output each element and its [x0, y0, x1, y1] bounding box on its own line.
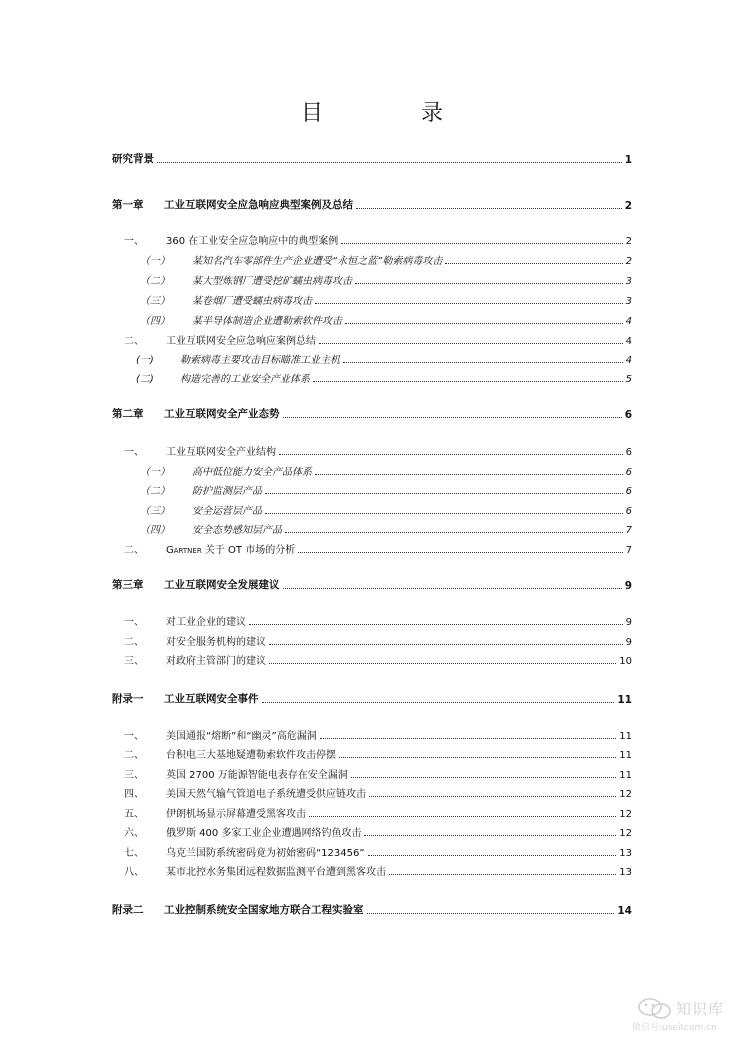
- page-title: 目 录: [300, 101, 481, 126]
- watermark: [632, 996, 740, 1036]
- toc-entry-page: 7: [625, 545, 632, 556]
- toc-entry-number: 三、: [124, 656, 144, 667]
- toc-entry-title: 工业互联网安全产业态势: [164, 408, 280, 420]
- toc-entry-number: 二、: [124, 750, 144, 761]
- dot-leader: [279, 454, 623, 455]
- dot-leader: [320, 738, 617, 739]
- toc-entry-title: 安全运营层产品: [192, 506, 262, 517]
- toc-entry-number: 一、: [124, 731, 144, 742]
- toc-entry[interactable]: [124, 765, 632, 781]
- toc-entry-page: 10: [619, 656, 632, 667]
- dot-leader: [265, 493, 623, 494]
- toc-entry[interactable]: [124, 540, 632, 556]
- toc-entry-title: 英国 2700 万能源智能电表存在安全漏洞: [166, 770, 348, 781]
- toc-entry-number: 第一章: [112, 199, 144, 211]
- toc-entry-page: 4: [625, 355, 632, 366]
- toc-entry-title: 伊朗机场显示屏幕遭受黑客攻击: [166, 809, 306, 820]
- toc-entry[interactable]: [124, 726, 632, 742]
- toc-entry-title: 高中低位能力安全产品体系: [192, 467, 312, 478]
- toc-entry-number: 四、: [124, 789, 144, 800]
- toc-entry[interactable]: [124, 651, 632, 667]
- toc-entry[interactable]: [140, 311, 632, 327]
- dot-leader: [249, 624, 623, 625]
- toc-entry-title: 某卷烟厂遭受蠕虫病毒攻击: [192, 296, 312, 307]
- toc-entry[interactable]: [112, 150, 632, 166]
- toc-entry-number: 一、: [124, 447, 144, 458]
- toc-entry-page: 12: [619, 789, 632, 800]
- toc-entry[interactable]: [112, 576, 632, 592]
- toc-entry-title: 防护监测层产品: [192, 486, 262, 497]
- toc-entry-page: 9: [625, 617, 632, 628]
- toc-entry-page: 11: [617, 694, 632, 706]
- toc-entry-title: 乌克兰国防系统密码竟为初始密码“123456”: [166, 848, 365, 859]
- dot-leader: [445, 263, 622, 264]
- toc-entry[interactable]: [124, 632, 632, 648]
- toc-entry[interactable]: [124, 823, 632, 839]
- toc-entry[interactable]: [124, 442, 632, 458]
- dot-leader: [339, 757, 616, 758]
- toc-entry-page: 12: [619, 828, 632, 839]
- toc-entry-page: 4: [625, 336, 632, 347]
- toc-entry-number: 二、: [124, 637, 144, 648]
- toc-entry[interactable]: [140, 462, 632, 478]
- toc-entry-page: 13: [619, 848, 632, 859]
- toc-entry-page: 6: [624, 409, 632, 421]
- toc-entry-number: 第二章: [112, 408, 144, 420]
- dot-leader: [283, 588, 622, 589]
- toc-entry[interactable]: [124, 331, 632, 347]
- toc-entry-number: （四）: [140, 316, 170, 327]
- dot-leader: [343, 362, 623, 363]
- dot-leader: [356, 208, 622, 209]
- toc-entry-page: 1: [624, 154, 632, 166]
- toc-entry-number: （一）: [140, 256, 170, 267]
- toc-entry-number: 三、: [124, 770, 144, 781]
- dot-leader: [285, 532, 623, 533]
- toc-entry-page: 4: [625, 316, 632, 327]
- toc-entry[interactable]: [140, 251, 632, 267]
- toc-entry-title: 美国天然气输气管道电子系统遭受供应链攻击: [166, 789, 366, 800]
- toc-entry[interactable]: [124, 843, 632, 859]
- dot-leader: [262, 702, 615, 703]
- toc-entry[interactable]: [112, 690, 632, 706]
- toc-entry-number: 二、: [124, 545, 144, 556]
- toc-entry-page: 14: [617, 905, 632, 917]
- toc-entry-title: 工业互联网安全事件: [164, 693, 259, 705]
- toc-entry-page: 2: [625, 236, 632, 247]
- toc-entry-title: 工业互联网安全产业结构: [166, 447, 276, 458]
- toc-entry[interactable]: [124, 612, 632, 628]
- toc-entry-page: 7: [625, 525, 632, 536]
- toc-entry[interactable]: [124, 231, 632, 247]
- dot-leader: [368, 855, 617, 856]
- toc-entry[interactable]: [140, 481, 632, 497]
- toc-entry-number: 五、: [124, 809, 144, 820]
- toc-entry-title: 美国通报“熔断”和“幽灵”高危漏洞: [166, 731, 317, 742]
- toc-entry[interactable]: [124, 862, 632, 878]
- toc-entry-title: 勒索病毒主要攻击目标瞄准工业主机: [180, 355, 340, 366]
- dot-leader: [269, 663, 616, 664]
- dot-leader: [319, 343, 623, 344]
- toc-entry-page: 13: [619, 867, 632, 878]
- toc-entry-number: （二）: [140, 486, 170, 497]
- toc-entry-title: 构造完善的工业安全产业体系: [180, 374, 310, 385]
- toc-entry-page: 6: [625, 467, 632, 478]
- toc-entry-number: 八、: [124, 867, 144, 878]
- toc-entry-number: 六、: [124, 828, 144, 839]
- toc-entry-page: 6: [625, 447, 632, 458]
- toc-entry[interactable]: [140, 271, 632, 287]
- toc-entry-number: 附录二: [112, 904, 144, 916]
- dot-leader: [315, 303, 623, 304]
- toc-entry-page: 9: [625, 637, 632, 648]
- toc-entry[interactable]: [124, 784, 632, 800]
- toc-entry-number: 第三章: [112, 579, 144, 591]
- dot-leader: [313, 381, 623, 382]
- toc-entry[interactable]: [140, 291, 632, 307]
- toc-entry-page: 9: [624, 580, 632, 592]
- toc-entry-title: 工业互联网安全发展建议: [164, 579, 280, 591]
- toc-entry-title: 某大型炼钢厂遭受挖矿蠕虫病毒攻击: [192, 276, 352, 287]
- toc-entry-page: 12: [619, 809, 632, 820]
- toc-entry-page: 3: [625, 296, 632, 307]
- toc-entry-title: 对政府主管部门的建议: [166, 656, 266, 667]
- toc-entry-number: 七、: [124, 848, 144, 859]
- dot-leader: [345, 323, 623, 324]
- toc-entry-page: 11: [619, 731, 632, 742]
- toc-entry[interactable]: [136, 369, 632, 385]
- toc-entry-number: （一）: [140, 467, 170, 478]
- dot-leader: [298, 552, 622, 553]
- toc-entry-title: 俄罗斯 400 多家工业企业遭遇网络钓鱼攻击: [166, 828, 362, 839]
- toc-entry-number: 一、: [124, 236, 144, 247]
- toc-entry-page: 2: [625, 256, 632, 267]
- dot-leader: [367, 913, 615, 914]
- dot-leader: [265, 513, 623, 514]
- toc-entry-title: 对安全服务机构的建议: [166, 637, 266, 648]
- toc-entry-page: 11: [619, 770, 632, 781]
- toc-entry-title: 360 在工业安全应急响应中的典型案例: [166, 236, 339, 247]
- toc-entry-number: 一、: [124, 617, 144, 628]
- toc-entry[interactable]: [136, 350, 632, 366]
- dot-leader: [364, 835, 616, 836]
- dot-leader: [309, 816, 616, 817]
- dot-leader: [351, 777, 616, 778]
- dot-leader: [283, 417, 622, 418]
- dot-leader: [315, 474, 623, 475]
- toc-entry-number: (二): [136, 374, 154, 385]
- toc-entry-title: 某半导体制造企业遭勒索软件攻击: [192, 316, 342, 327]
- dot-leader: [157, 162, 622, 163]
- toc-entry-title: Gartner 关于 OT 市场的分析: [166, 545, 296, 556]
- toc-entry-title: 安全态势感知层产品: [192, 525, 282, 536]
- toc-entry[interactable]: [124, 745, 632, 761]
- toc-entry[interactable]: [124, 804, 632, 820]
- toc-entry-title: 研究背景: [112, 153, 154, 165]
- dot-leader: [355, 283, 623, 284]
- toc-entry-title: 对工业企业的建议: [166, 617, 246, 628]
- toc-entry-number: （三）: [140, 296, 170, 307]
- toc-entry-number: （四）: [140, 525, 170, 536]
- toc-entry-title: 台积电三大基地疑遭勒索软件攻击停摆: [166, 750, 336, 761]
- dot-leader: [389, 874, 616, 875]
- toc-entry-page: 11: [619, 750, 632, 761]
- toc-entry[interactable]: [140, 520, 632, 536]
- toc-entry-title: 某市北控水务集团远程数据监测平台遭到黑客攻击: [166, 867, 386, 878]
- toc-entry[interactable]: [140, 501, 632, 517]
- toc-entry-page: 3: [625, 276, 632, 287]
- toc-entry[interactable]: [112, 196, 632, 212]
- toc-entry-number: 附录一: [112, 693, 144, 705]
- toc-entry-number: （三）: [140, 506, 170, 517]
- toc-entry-title: 工业互联网安全应急响应典型案例及总结: [164, 199, 353, 211]
- watermark-subtitle: 微信号:useitcom.cn: [632, 1023, 717, 1033]
- toc-entry-page: 2: [624, 200, 632, 212]
- wechat-icon: [638, 998, 672, 1020]
- toc-entry-page: 5: [625, 374, 632, 385]
- toc-entry[interactable]: [112, 405, 632, 421]
- toc-entry-title: 工业控制系统安全国家地方联合工程实验室: [164, 904, 364, 916]
- dot-leader: [269, 644, 623, 645]
- toc-entry-title: 某知名汽车零部件生产企业遭受“永恒之蓝”勒索病毒攻击: [192, 256, 443, 267]
- toc-entry-number: (一): [136, 355, 154, 366]
- toc-entry-page: 6: [625, 486, 632, 497]
- watermark-title: 知识库: [676, 1000, 725, 1018]
- toc-entry-title: 工业互联网安全应急响应案例总结: [166, 336, 316, 347]
- dot-leader: [341, 243, 622, 244]
- dot-leader: [369, 796, 616, 797]
- toc-entry-number: 二、: [124, 336, 144, 347]
- toc-entry-number: （二）: [140, 276, 170, 287]
- toc-entry-page: 6: [625, 506, 632, 517]
- toc-entry[interactable]: [112, 901, 632, 917]
